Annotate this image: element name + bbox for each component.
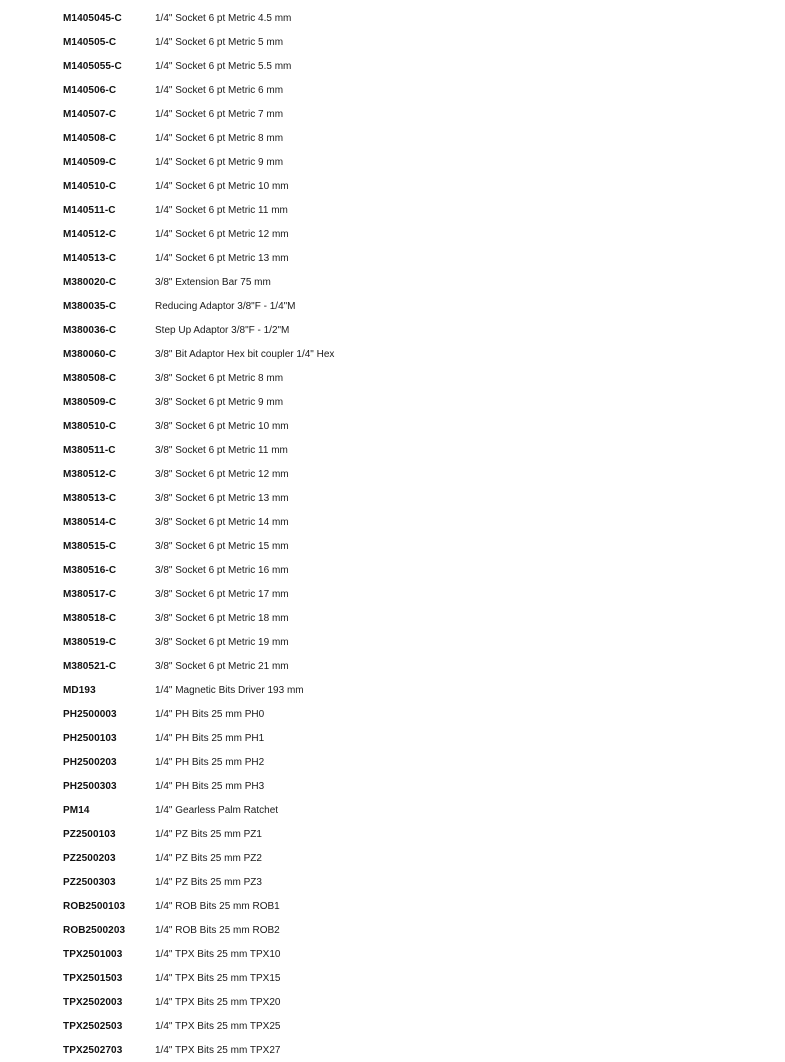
- part-description: 1/4" Socket 6 pt Metric 11 mm: [155, 204, 288, 216]
- part-description: 3/8" Socket 6 pt Metric 18 mm: [155, 612, 289, 624]
- part-code: TPX2502703: [63, 1044, 123, 1056]
- part-code: M1405045-C: [63, 12, 122, 24]
- part-row: [63, 726, 663, 750]
- part-description: Reducing Adaptor 3/8"F - 1/4"M: [155, 300, 296, 312]
- part-row: [63, 390, 663, 414]
- part-row: [63, 6, 663, 30]
- part-code: M380508-C: [63, 372, 117, 384]
- part-description: 1/4" Socket 6 pt Metric 10 mm: [155, 180, 289, 192]
- part-code: M140507-C: [63, 108, 117, 120]
- part-description: 1/4" Socket 6 pt Metric 7 mm: [155, 108, 284, 120]
- part-code: M380521-C: [63, 660, 117, 672]
- part-code: M140505-C: [63, 36, 117, 48]
- part-description: 1/4" Socket 6 pt Metric 6 mm: [155, 84, 284, 96]
- part-description: 1/4" Socket 6 pt Metric 5.5 mm: [155, 60, 292, 72]
- part-code: PH2500003: [63, 708, 117, 720]
- part-code: M380511-C: [63, 444, 116, 456]
- part-description: 1/4" TPX Bits 25 mm TPX15: [155, 972, 281, 984]
- part-description: 3/8" Socket 6 pt Metric 14 mm: [155, 516, 289, 528]
- part-row: [63, 198, 663, 222]
- part-description: 1/4" PZ Bits 25 mm PZ3: [155, 876, 262, 888]
- part-row: [63, 534, 663, 558]
- part-code: M380519-C: [63, 636, 117, 648]
- part-row: [63, 174, 663, 198]
- part-code: M1405055-C: [63, 60, 122, 72]
- part-row: [63, 942, 663, 966]
- part-code: M380036-C: [63, 324, 117, 336]
- part-description: 1/4" PH Bits 25 mm PH1: [155, 732, 265, 744]
- part-code: M140512-C: [63, 228, 117, 240]
- part-row: [63, 438, 663, 462]
- part-code: M380020-C: [63, 276, 117, 288]
- part-code: M380516-C: [63, 564, 117, 576]
- part-code: M140513-C: [63, 252, 117, 264]
- part-description: 1/4" Magnetic Bits Driver 193 mm: [155, 684, 304, 696]
- part-row: [63, 1038, 663, 1062]
- part-code: TPX2501503: [63, 972, 123, 984]
- part-description: 1/4" TPX Bits 25 mm TPX10: [155, 948, 281, 960]
- part-row: [63, 126, 663, 150]
- part-code: PH2500203: [63, 756, 117, 768]
- part-row: [63, 894, 663, 918]
- part-description: 3/8" Socket 6 pt Metric 15 mm: [155, 540, 289, 552]
- part-code: M380512-C: [63, 468, 117, 480]
- part-code: MD193: [63, 684, 96, 696]
- part-code: M380517-C: [63, 588, 117, 600]
- part-description: 1/4" Socket 6 pt Metric 8 mm: [155, 132, 284, 144]
- part-row: [63, 1014, 663, 1038]
- part-code: ROB2500203: [63, 924, 126, 936]
- part-code: PH2500303: [63, 780, 117, 792]
- part-description: 3/8" Bit Adaptor Hex bit coupler 1/4" Hex: [155, 348, 335, 360]
- part-code: PZ2500203: [63, 852, 116, 864]
- part-description: 3/8" Socket 6 pt Metric 19 mm: [155, 636, 289, 648]
- part-description: 3/8" Socket 6 pt Metric 16 mm: [155, 564, 289, 576]
- part-description: 1/4" ROB Bits 25 mm ROB2: [155, 924, 280, 936]
- part-code: M140511-C: [63, 204, 116, 216]
- part-row: [63, 294, 663, 318]
- part-row: [63, 678, 663, 702]
- part-code: M380060-C: [63, 348, 117, 360]
- part-row: [63, 510, 663, 534]
- part-description: 3/8" Socket 6 pt Metric 8 mm: [155, 372, 284, 384]
- part-description: 1/4" ROB Bits 25 mm ROB1: [155, 900, 280, 912]
- part-description: 1/4" PH Bits 25 mm PH0: [155, 708, 265, 720]
- part-row: [63, 630, 663, 654]
- part-code: M380515-C: [63, 540, 117, 552]
- part-code: M380518-C: [63, 612, 117, 624]
- part-row: [63, 342, 663, 366]
- part-row: [63, 702, 663, 726]
- part-description: 1/4" Socket 6 pt Metric 13 mm: [155, 252, 289, 264]
- part-row: [63, 654, 663, 678]
- part-row: [63, 558, 663, 582]
- part-code: TPX2501003: [63, 948, 123, 960]
- part-code: M140508-C: [63, 132, 117, 144]
- part-row: [63, 270, 663, 294]
- part-code: M380513-C: [63, 492, 117, 504]
- part-description: Step Up Adaptor 3/8"F - 1/2"M: [155, 324, 290, 336]
- part-code: ROB2500103: [63, 900, 126, 912]
- part-code: M140509-C: [63, 156, 117, 168]
- part-description: 1/4" Socket 6 pt Metric 4.5 mm: [155, 12, 292, 24]
- part-row: [63, 222, 663, 246]
- part-row: [63, 822, 663, 846]
- part-description: 3/8" Socket 6 pt Metric 17 mm: [155, 588, 289, 600]
- part-description: 1/4" TPX Bits 25 mm TPX20: [155, 996, 281, 1008]
- part-row: [63, 414, 663, 438]
- part-code: PH2500103: [63, 732, 117, 744]
- part-description: 1/4" TPX Bits 25 mm TPX25: [155, 1020, 281, 1032]
- part-row: [63, 246, 663, 270]
- part-description: 1/4" PZ Bits 25 mm PZ1: [155, 828, 262, 840]
- part-row: [63, 54, 663, 78]
- part-code: M140506-C: [63, 84, 117, 96]
- part-description: 3/8" Socket 6 pt Metric 21 mm: [155, 660, 289, 672]
- part-code: M380035-C: [63, 300, 117, 312]
- part-description: 1/4" Socket 6 pt Metric 5 mm: [155, 36, 284, 48]
- part-description: 1/4" PH Bits 25 mm PH3: [155, 780, 265, 792]
- part-description: 3/8" Socket 6 pt Metric 11 mm: [155, 444, 288, 456]
- part-code: M140510-C: [63, 180, 117, 192]
- part-code: M380509-C: [63, 396, 117, 408]
- part-row: [63, 486, 663, 510]
- part-code: TPX2502003: [63, 996, 123, 1008]
- part-description: 3/8" Extension Bar 75 mm: [155, 276, 271, 288]
- part-description: 1/4" TPX Bits 25 mm TPX27: [155, 1044, 281, 1056]
- part-description: 3/8" Socket 6 pt Metric 12 mm: [155, 468, 289, 480]
- part-code: M380514-C: [63, 516, 117, 528]
- part-row: [63, 366, 663, 390]
- part-row: [63, 318, 663, 342]
- part-row: [63, 462, 663, 486]
- parts-list: [63, 6, 663, 1062]
- part-description: 3/8" Socket 6 pt Metric 9 mm: [155, 396, 284, 408]
- part-row: [63, 102, 663, 126]
- part-row: [63, 774, 663, 798]
- part-description: 1/4" PZ Bits 25 mm PZ2: [155, 852, 262, 864]
- part-row: [63, 150, 663, 174]
- part-row: [63, 990, 663, 1014]
- part-code: PM14: [63, 804, 90, 816]
- part-code: TPX2502503: [63, 1020, 123, 1032]
- part-row: [63, 606, 663, 630]
- part-row: [63, 846, 663, 870]
- part-row: [63, 870, 663, 894]
- part-code: PZ2500103: [63, 828, 116, 840]
- part-description: 1/4" Socket 6 pt Metric 9 mm: [155, 156, 284, 168]
- part-row: [63, 750, 663, 774]
- part-row: [63, 30, 663, 54]
- part-code: PZ2500303: [63, 876, 116, 888]
- part-row: [63, 918, 663, 942]
- part-description: 3/8" Socket 6 pt Metric 10 mm: [155, 420, 289, 432]
- part-description: 3/8" Socket 6 pt Metric 13 mm: [155, 492, 289, 504]
- part-row: [63, 78, 663, 102]
- part-code: M380510-C: [63, 420, 117, 432]
- part-description: 1/4" PH Bits 25 mm PH2: [155, 756, 265, 768]
- part-row: [63, 966, 663, 990]
- part-row: [63, 798, 663, 822]
- part-row: [63, 582, 663, 606]
- part-description: 1/4" Socket 6 pt Metric 12 mm: [155, 228, 289, 240]
- part-description: 1/4" Gearless Palm Ratchet: [155, 804, 279, 816]
